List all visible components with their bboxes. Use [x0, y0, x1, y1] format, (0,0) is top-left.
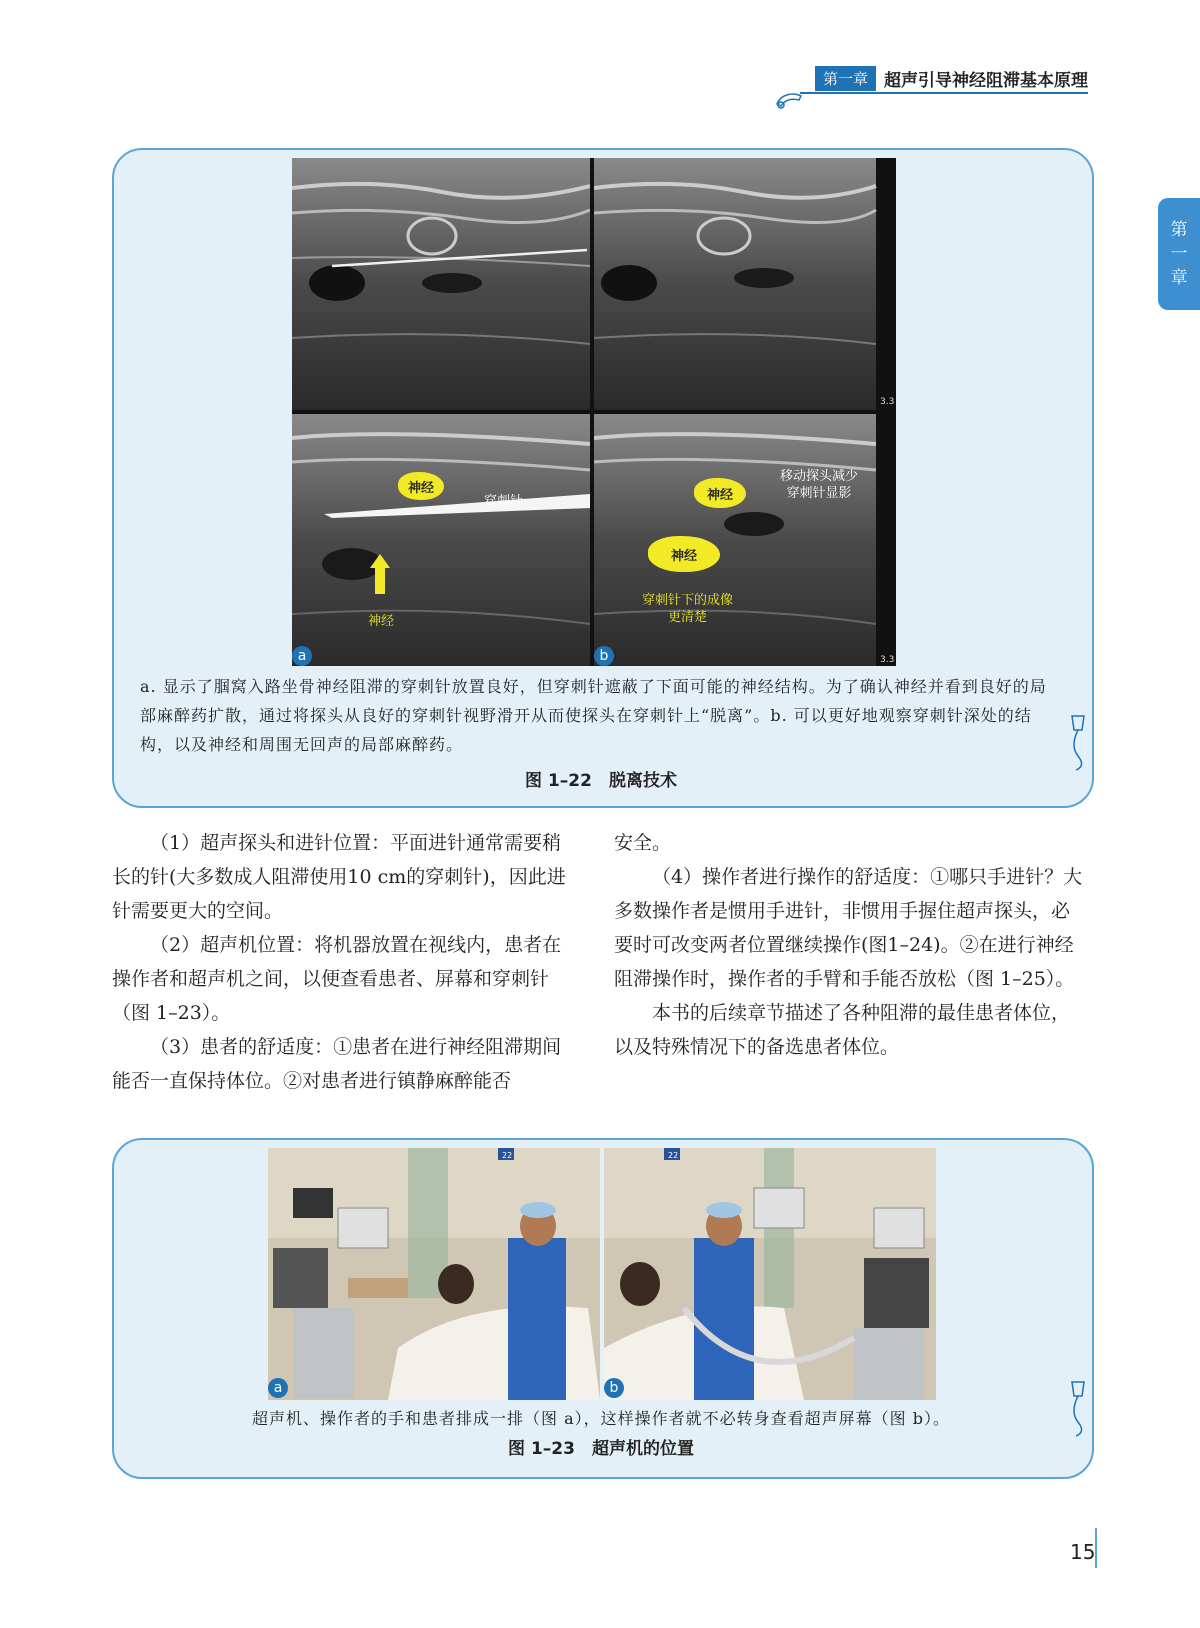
photo-b [604, 1148, 936, 1400]
arrow-nerve-label: 神经 [368, 614, 395, 629]
paragraph: 本书的后续章节描述了各种阻滞的最佳患者体位，以及特殊情况下的备选患者体位。 [614, 1002, 1071, 1058]
running-header [815, 66, 1088, 91]
panel-label-b: b [594, 646, 614, 666]
paragraph: （2）超声机位置：将机器放置在视线内，患者在操作者和超声机之间，以便查看患者、屏幕和穿刺针（图 1–23）。 [112, 934, 562, 1024]
side-tab-char: 一 [1170, 244, 1188, 264]
room-number: 22 [668, 1151, 679, 1160]
photo-a [268, 1148, 600, 1400]
depth-label: 3.3 [880, 397, 895, 407]
body-left-column [112, 826, 580, 1098]
nerve-highlight: 神经 [398, 472, 444, 500]
ultrasound-top-left [292, 158, 590, 410]
figure-1-23-caption: 超声机、操作者的手和患者排成一排（图 a），这样操作者就不必转身查看超声屏幕（图 b）。 [252, 1409, 950, 1428]
room-number: 22 [502, 1151, 513, 1160]
page-number: 15 [1070, 1540, 1096, 1564]
ultrasound-top-right [594, 158, 896, 410]
side-tab-char: 章 [1170, 268, 1188, 288]
paragraph: （4）操作者进行操作的舒适度：①哪只手进针？大多数操作者是惯用手进针，非惯用手握住超声探头，必要时可改变两者位置继续操作(图1–24)。②在进行神经阻滞操作时，操作者的手臂和手能否放松（图 1–25）。 [614, 866, 1083, 990]
annotation-line: 穿刺针显影 [786, 486, 852, 501]
ultrasound-bottom-right [594, 414, 896, 666]
probe-icon [1064, 1378, 1090, 1438]
annotation-line: 移动探头减少 [780, 469, 859, 484]
annotation-line: 更清楚 [668, 610, 708, 625]
needle-label: 穿刺针 [484, 494, 524, 509]
page-number-rule [1095, 1528, 1097, 1568]
below-needle-annotation [642, 592, 733, 626]
panel-label-a: a [292, 646, 312, 666]
body-right-column [614, 826, 1086, 1064]
header-rule [800, 92, 1088, 94]
figure-1-22-caption: a. 显示了腘窝入路坐骨神经阻滞的穿刺针放置良好，但穿刺针遮蔽了下面可能的神经结构。为了确认神经并看到良好的局部麻醉药扩散，通过将探头从良好的穿刺针视野滑开从而使探头在穿刺针上“脱离”。b. 可以更好地观察穿刺针深处的结构，以及神经和周围无回声的局部麻醉药。 [140, 677, 1047, 754]
nerve-highlight: 神经 [694, 478, 746, 508]
probe-icon [1064, 712, 1090, 772]
figure-1-23-title: 图 1–23 超声机的位置 [508, 1439, 694, 1459]
side-tab-char: 第 [1170, 220, 1188, 240]
probe-icon [775, 90, 805, 110]
move-probe-annotation [780, 468, 858, 502]
panel-label-b: b [604, 1378, 624, 1398]
chapter-badge: 第一章 [815, 66, 876, 91]
paragraph: （3）患者的舒适度：①患者在进行神经阻滞期间能否一直保持体位。②对患者进行镇静麻醉能否 [112, 1036, 562, 1092]
chapter-side-tab [1158, 198, 1200, 310]
paragraph: 安全。 [614, 832, 672, 854]
depth-label: 3.3 [880, 655, 895, 665]
ultrasound-bottom-left [292, 414, 590, 666]
figure-1-22-title: 图 1–22 脱离技术 [525, 771, 677, 791]
paragraph: （1）超声探头和进针位置：平面进针通常需要稍长的针(大多数成人阻滞使用10 cm的穿刺针)，因此进针需要更大的空间。 [112, 832, 566, 922]
nerve-highlight: 神经 [648, 536, 720, 572]
panel-label-a: a [268, 1378, 288, 1398]
annotation-line: 穿刺针下的成像 [642, 593, 734, 608]
ultrasound-composite [292, 158, 896, 666]
chapter-title: 超声引导神经阻滞基本原理 [884, 71, 1088, 91]
